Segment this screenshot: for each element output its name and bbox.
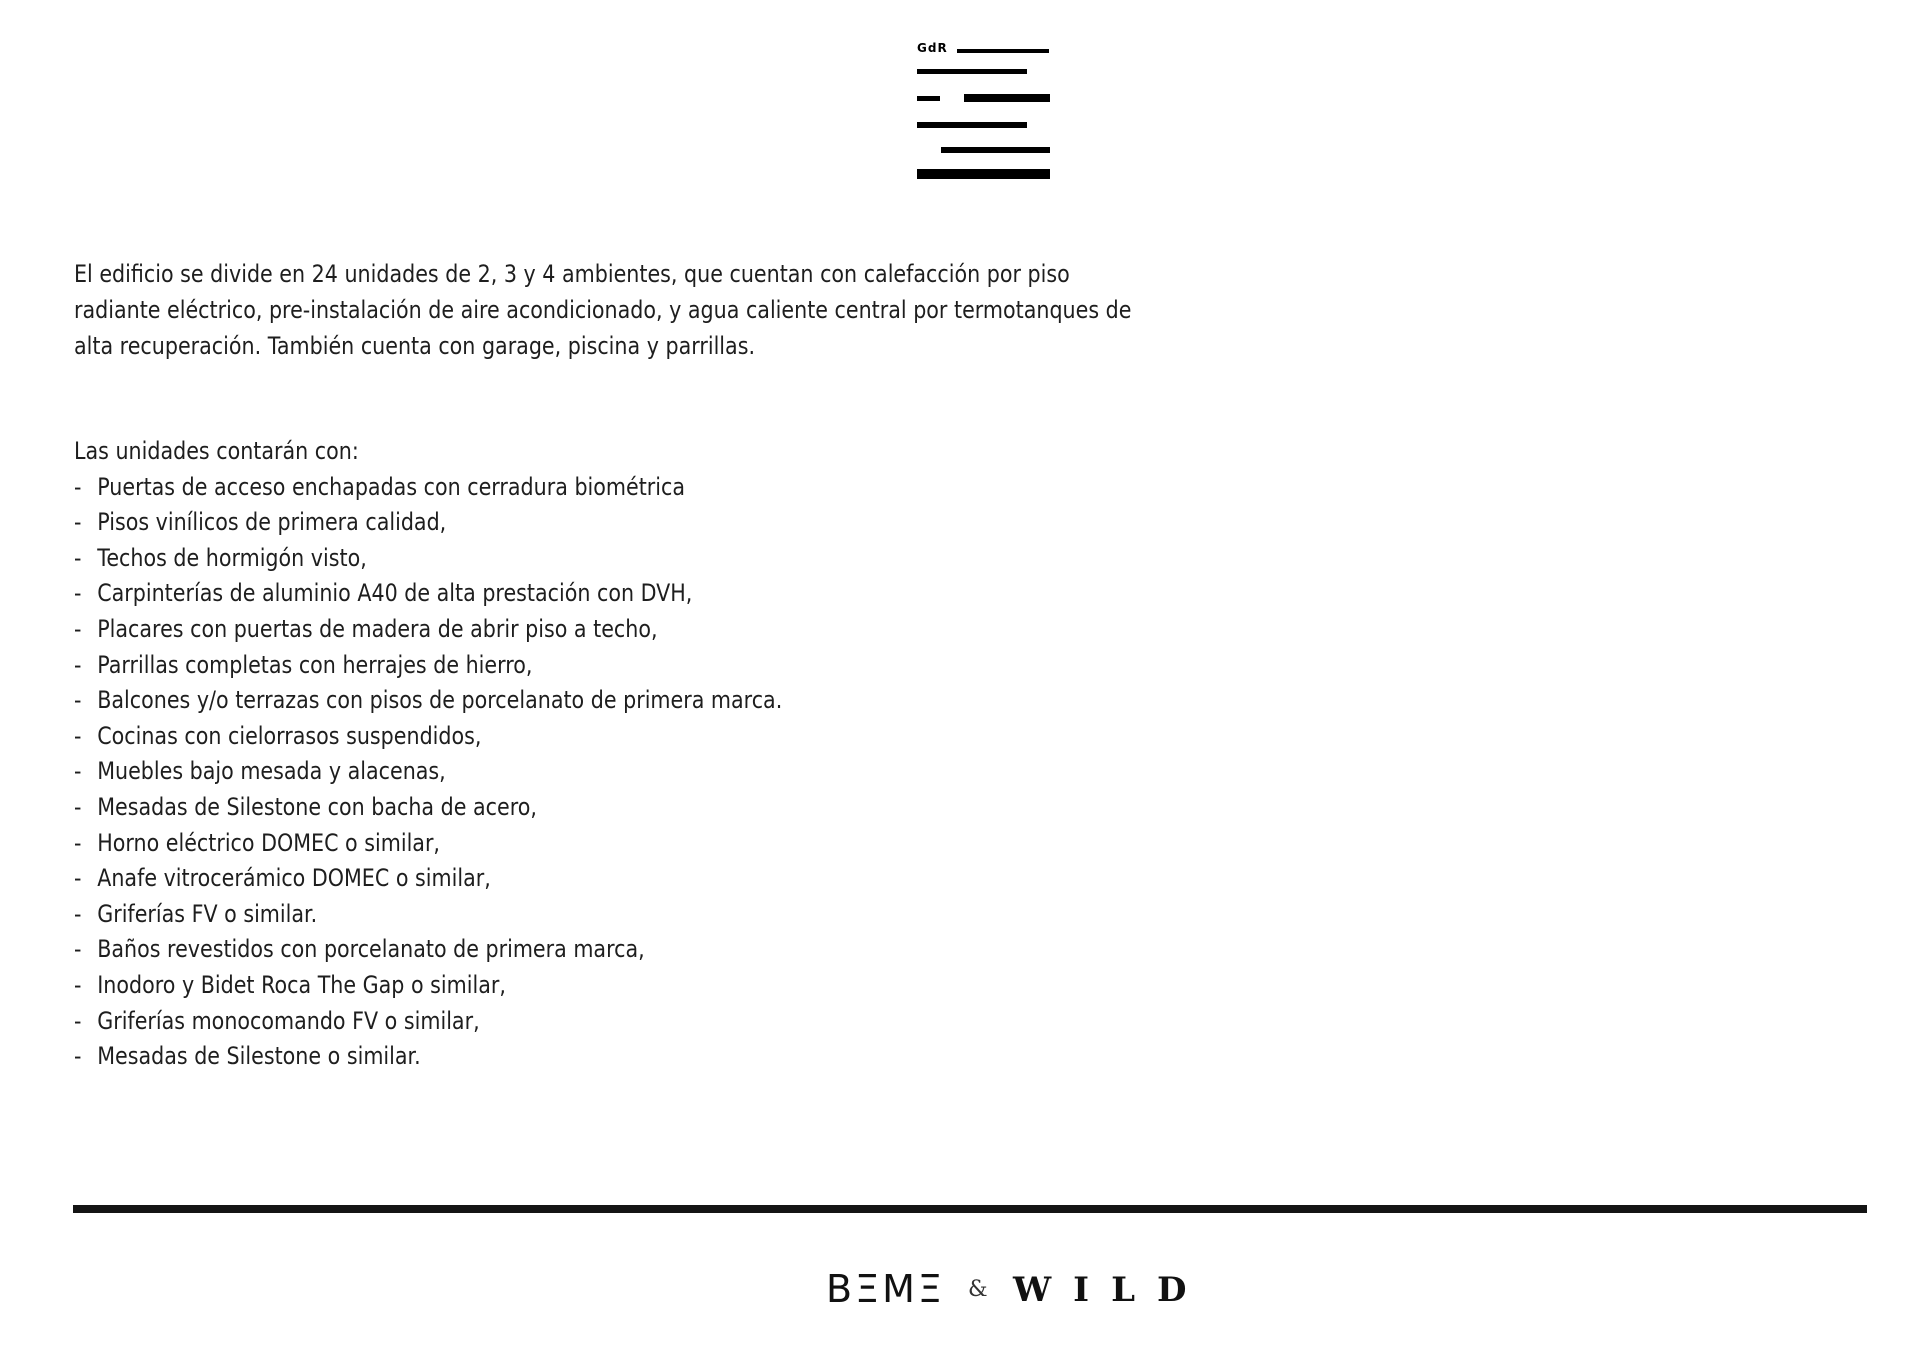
- list-item: [74, 576, 934, 612]
- list-item: [74, 505, 934, 541]
- bullet-dash: -: [74, 614, 82, 643]
- list-item: [74, 648, 934, 684]
- bullet-dash: -: [74, 828, 82, 857]
- logo-bar: [957, 49, 1049, 53]
- logo-bar: [917, 69, 1027, 74]
- list-item-text: Inodoro y Bidet Roca The Gap o similar,: [97, 970, 506, 999]
- list-item: [74, 1004, 934, 1040]
- bullet-dash: -: [74, 1006, 82, 1035]
- bullet-dash: -: [74, 579, 82, 608]
- list-item-text: Horno eléctrico DOMEC o similar,: [97, 828, 440, 857]
- bullet-dash: -: [74, 970, 82, 999]
- list-item: [74, 541, 934, 577]
- bullet-dash: -: [74, 757, 82, 786]
- bullet-dash: -: [74, 792, 82, 821]
- list-item: [74, 683, 934, 719]
- list-item-text: Pisos vinílicos de primera calidad,: [97, 508, 447, 537]
- logo-bar: [917, 96, 940, 101]
- list-item-text: Anafe vitrocerámico DOMEC o similar,: [97, 864, 491, 893]
- list-item: [74, 968, 934, 1004]
- list-item: [74, 470, 934, 506]
- beme-logo: BΞMΞ: [826, 1267, 945, 1311]
- list-item-text: Mesadas de Silestone con bacha de acero,: [97, 792, 537, 821]
- list-item: [74, 932, 934, 968]
- list-item-text: Placares con puertas de madera de abrir piso a techo,: [97, 614, 658, 643]
- list-item-text: Baños revestidos con porcelanato de primera marca,: [97, 935, 645, 964]
- bullet-dash: -: [74, 864, 82, 893]
- gdr-logo: [917, 41, 1051, 186]
- list-item-text: Parrillas completas con herrajes de hierro,: [97, 650, 533, 679]
- list-item-text: Muebles bajo mesada y alacenas,: [97, 757, 446, 786]
- bullet-dash: -: [74, 899, 82, 928]
- list-item-text: Griferías FV o similar.: [97, 899, 318, 928]
- logo-bar: [941, 147, 1050, 153]
- list-item-text: Griferías monocomando FV o similar,: [97, 1006, 480, 1035]
- gdr-logo-text: GdR: [917, 41, 948, 55]
- features-section: [74, 434, 934, 1075]
- footer-divider: [73, 1205, 1867, 1213]
- logo-bar: [917, 122, 1027, 128]
- list-item: [74, 612, 934, 648]
- list-item: [74, 897, 934, 933]
- intro-paragraph: El edificio se divide en 24 unidades de 2, 3 y 4 ambientes, que cuentan con calefacción por piso radiante eléctrico, pre-instalación de aire acondicionado, y agua caliente central por termotanques de alta recuperación. También cuenta con garage, piscina y parrillas.: [74, 260, 1132, 360]
- bullet-dash: -: [74, 1042, 82, 1071]
- logo-bar: [964, 94, 1050, 102]
- list-item-text: Techos de hormigón visto,: [97, 543, 367, 572]
- footer-logos: [826, 1262, 1209, 1316]
- list-item: [74, 826, 934, 862]
- bullet-dash: -: [74, 508, 82, 537]
- logo-bar: [917, 169, 1050, 179]
- list-item: [74, 861, 934, 897]
- list-item-text: Balcones y/o terrazas con pisos de porcelanato de primera marca.: [97, 686, 783, 715]
- wild-logo: WILD: [1013, 1270, 1209, 1310]
- list-item-text: Puertas de acceso enchapadas con cerradura biométrica: [97, 472, 686, 501]
- bullet-dash: -: [74, 543, 82, 572]
- bullet-dash: -: [74, 721, 82, 750]
- features-list: [74, 470, 934, 1075]
- list-item: [74, 754, 934, 790]
- list-item-text: Cocinas con cielorrasos suspendidos,: [97, 721, 482, 750]
- bullet-dash: -: [74, 935, 82, 964]
- list-item-text: Carpinterías de aluminio A40 de alta prestación con DVH,: [97, 579, 693, 608]
- list-item: [74, 1039, 934, 1075]
- features-heading: Las unidades contarán con:: [74, 437, 359, 465]
- ampersand: &: [968, 1277, 988, 1302]
- bullet-dash: -: [74, 472, 82, 501]
- bullet-dash: -: [74, 650, 82, 679]
- bullet-dash: -: [74, 686, 82, 715]
- list-item-text: Mesadas de Silestone o similar.: [97, 1042, 421, 1071]
- list-item: [74, 790, 934, 826]
- list-item: [74, 719, 934, 755]
